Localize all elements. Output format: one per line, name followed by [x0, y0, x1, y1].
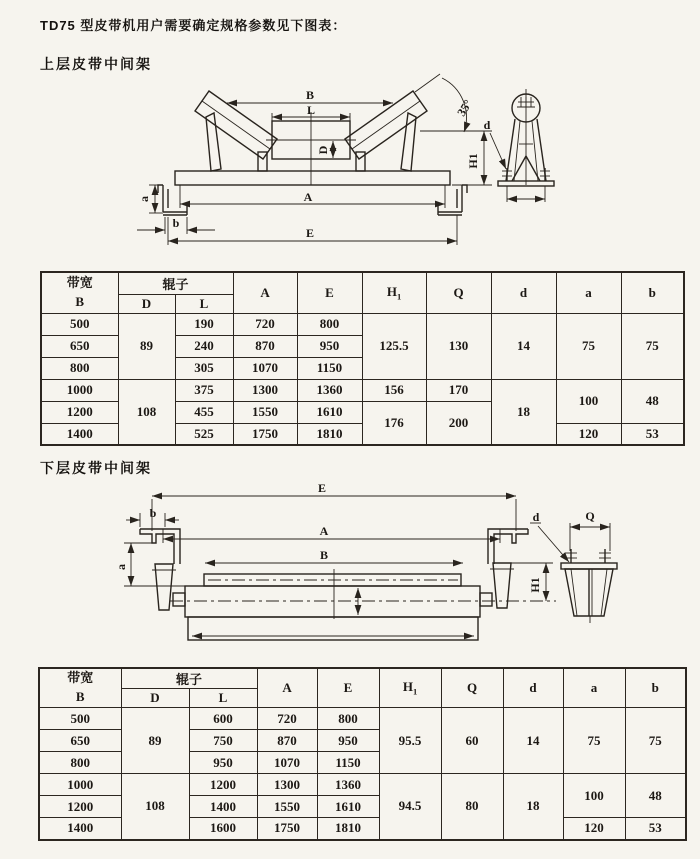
col-header-A: A — [257, 668, 317, 708]
cell-B: 1000 — [41, 379, 118, 401]
section-title-lower-frame: 下层皮带中间架 — [40, 460, 152, 476]
table-row — [41, 313, 684, 335]
cell-B: 1200 — [39, 796, 121, 818]
cell-a: 120 — [556, 423, 621, 445]
dim-label-L: L — [306, 103, 316, 117]
col-header-Q: Q — [426, 272, 491, 313]
idler-stand-side-view — [482, 89, 554, 202]
col-header-d: d — [503, 668, 563, 708]
bandwidth-label: 带宽 — [66, 274, 93, 290]
dim-label-E: E — [317, 481, 327, 495]
cell-L: 600 — [189, 708, 257, 730]
dim-label-H1: H1 — [528, 577, 542, 593]
cell-b: 75 — [625, 708, 686, 774]
cell-L: 950 — [189, 752, 257, 774]
dim-label-B: B — [319, 548, 329, 562]
cell-E: 1360 — [317, 774, 379, 796]
cell-L: 455 — [175, 401, 233, 423]
cell-H1: 95.5 — [379, 708, 441, 774]
dim-label-A: A — [303, 190, 313, 204]
col-header-bandwidth — [39, 668, 121, 708]
cell-A: 870 — [233, 335, 297, 357]
dim-label-b: b — [149, 506, 157, 520]
cell-D: 108 — [118, 379, 175, 445]
cell-H1: 125.5 — [362, 313, 426, 379]
col-header-a: a — [563, 668, 625, 708]
cell-A: 1070 — [257, 752, 317, 774]
cell-a: 75 — [556, 313, 621, 379]
table-row — [41, 379, 684, 401]
cell-b: 48 — [625, 774, 686, 818]
cell-E: 800 — [297, 313, 362, 335]
cell-A: 870 — [257, 730, 317, 752]
cell-E: 1610 — [297, 401, 362, 423]
cell-B: 1000 — [39, 774, 121, 796]
cell-a: 75 — [563, 708, 625, 774]
cell-E: 1810 — [297, 423, 362, 445]
table-row — [39, 708, 686, 730]
dim-label-A: A — [319, 524, 329, 538]
cell-A: 1550 — [257, 796, 317, 818]
cell-b: 53 — [621, 423, 684, 445]
cell-L: 305 — [175, 357, 233, 379]
cell-b: 53 — [625, 818, 686, 840]
cell-a: 100 — [556, 379, 621, 423]
cell-H1: 94.5 — [379, 774, 441, 840]
dim-label-a: a — [137, 196, 151, 202]
cell-L: 750 — [189, 730, 257, 752]
upper-frame-diagram — [130, 72, 580, 260]
cell-d: 14 — [503, 708, 563, 774]
col-header-roller-D: D — [118, 294, 175, 313]
cell-D: 108 — [121, 774, 189, 840]
col-header-Q: Q — [441, 668, 503, 708]
cell-A: 1750 — [257, 818, 317, 840]
cell-A: 1550 — [233, 401, 297, 423]
cell-A: 720 — [257, 708, 317, 730]
col-header-H1: $H_1$ — [379, 668, 441, 708]
lower-frame-diagram — [108, 477, 668, 662]
bandwidth-label: 带宽 — [67, 670, 94, 686]
dim-label-b: b — [172, 216, 180, 230]
col-header-d: d — [491, 272, 556, 313]
cell-A: 1750 — [233, 423, 297, 445]
cell-Q: 130 — [426, 313, 491, 379]
cell-B: 800 — [41, 357, 118, 379]
cell-E: 1150 — [317, 752, 379, 774]
cell-d: 18 — [491, 379, 556, 445]
cell-H1: 156 — [362, 379, 426, 401]
section-title-upper-frame: 上层皮带中间架 — [40, 56, 152, 72]
cell-A: 1300 — [257, 774, 317, 796]
dim-label-d: d — [532, 510, 540, 524]
cell-Q: 60 — [441, 708, 503, 774]
page-title: TD75 型皮带机用户需要确定规格参数见下图表： — [40, 18, 347, 33]
cell-B: 1400 — [41, 423, 118, 445]
col-header-roller-L: L — [189, 689, 257, 708]
dim-label-E: E — [305, 226, 315, 240]
cell-Q: 200 — [426, 401, 491, 445]
cell-L: 1200 — [189, 774, 257, 796]
lower-spec-table — [38, 667, 687, 841]
cell-H1: 176 — [362, 401, 426, 445]
return-idler-front-view — [140, 529, 556, 640]
col-header-bandwidth — [41, 272, 118, 313]
bandwidth-code: B — [75, 293, 85, 309]
col-header-roller: 辊子 — [121, 668, 257, 689]
cell-L: 525 — [175, 423, 233, 445]
cell-a: 100 — [563, 774, 625, 818]
dim-label-d: d — [483, 118, 491, 132]
col-header-roller-D: D — [121, 689, 189, 708]
col-header-b: b — [625, 668, 686, 708]
cell-L: 1600 — [189, 818, 257, 840]
cell-E: 950 — [317, 730, 379, 752]
cell-B: 650 — [39, 730, 121, 752]
cell-A: 1300 — [233, 379, 297, 401]
cell-B: 1200 — [41, 401, 118, 423]
cell-E: 1150 — [297, 357, 362, 379]
bandwidth-code: B — [75, 689, 85, 704]
dim-label-D: D — [316, 145, 330, 155]
dim-label-angle: 35° — [454, 97, 475, 119]
upper-spec-table — [40, 271, 685, 446]
cell-E: 800 — [317, 708, 379, 730]
col-header-H1: $H_1$ — [362, 272, 426, 313]
dim-label-B: B — [305, 88, 315, 102]
cell-d: 14 — [491, 313, 556, 379]
cell-B: 500 — [39, 708, 121, 730]
cell-A: 1070 — [233, 357, 297, 379]
cell-B: 650 — [41, 335, 118, 357]
hanger-bracket-side-view — [530, 509, 617, 623]
col-header-A: A — [233, 272, 297, 313]
cell-B: 800 — [39, 752, 121, 774]
col-header-b: b — [621, 272, 684, 313]
cell-L: 240 — [175, 335, 233, 357]
cell-D: 89 — [121, 708, 189, 774]
cell-B: 1400 — [39, 818, 121, 840]
cell-L: 375 — [175, 379, 233, 401]
col-header-E: E — [317, 668, 379, 708]
col-header-E: E — [297, 272, 362, 313]
cell-E: 1810 — [317, 818, 379, 840]
cell-A: 720 — [233, 313, 297, 335]
cell-B: 500 — [41, 313, 118, 335]
cell-Q: 170 — [426, 379, 491, 401]
cell-b: 48 — [621, 379, 684, 423]
table-row — [39, 774, 686, 796]
cell-L: 190 — [175, 313, 233, 335]
cell-a: 120 — [563, 818, 625, 840]
col-header-roller: 辊子 — [118, 272, 233, 294]
cell-E: 1360 — [297, 379, 362, 401]
dim-label-a: a — [114, 564, 128, 570]
cell-Q: 80 — [441, 774, 503, 840]
dim-label-H1: H1 — [466, 153, 480, 169]
cell-D: 89 — [118, 313, 175, 379]
cell-E: 950 — [297, 335, 362, 357]
cell-E: 1610 — [317, 796, 379, 818]
cell-d: 18 — [503, 774, 563, 840]
col-header-roller-L: L — [175, 294, 233, 313]
cell-L: 1400 — [189, 796, 257, 818]
cell-b: 75 — [621, 313, 684, 379]
col-header-a: a — [556, 272, 621, 313]
dim-label-Q: Q — [585, 509, 595, 523]
